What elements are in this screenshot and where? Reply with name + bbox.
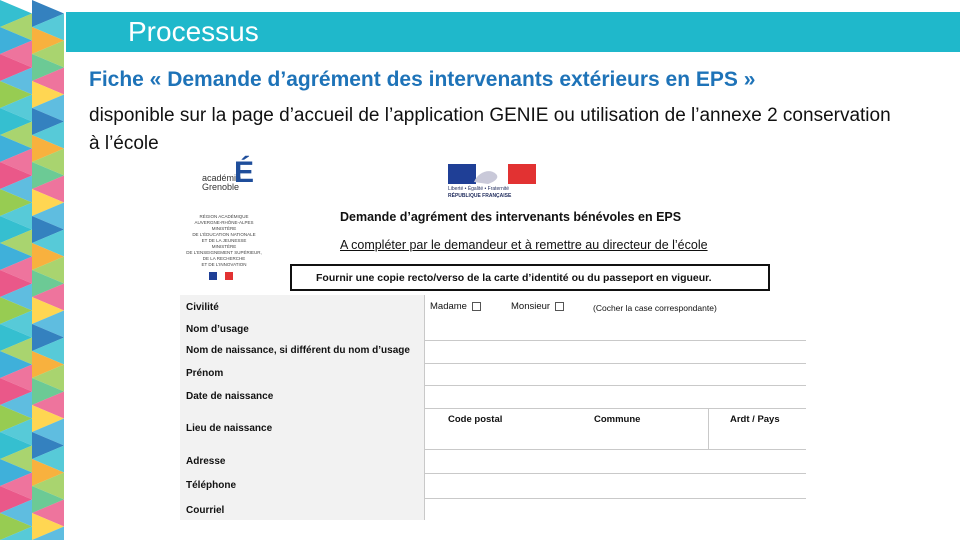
label-civilite: Civilité [186, 302, 219, 313]
ministry-line: MINISTÈRE [211, 226, 237, 231]
row-lieu-naissance [180, 408, 806, 450]
academie-city: Grenoble [202, 182, 240, 192]
ministry-line: DE L’ÉDUCATION NATIONALE [192, 232, 256, 237]
form-subtitle: A compléter par le demandeur et à remettre au directeur de l’école [340, 238, 708, 252]
ministry-line: DE L’ENSEIGNEMENT SUPÉRIEUR, [186, 250, 262, 255]
ministry-line: ET DE L’INNOVATION [201, 262, 247, 267]
column-divider [708, 408, 709, 449]
form-screenshot [178, 156, 808, 520]
ministry-line: DE LA RECHERCHE [202, 256, 246, 261]
notice-text: Fournir une copie recto/verso de la carte d’identité ou du passeport en vigueur. [316, 272, 712, 284]
label-nom-naissance: Nom de naissance, si différent du nom d’usage [186, 345, 410, 356]
monsieur-checkbox[interactable] [555, 302, 564, 311]
label-courriel: Courriel [186, 505, 225, 516]
rf-name: RÉPUBLIQUE FRANÇAISE [448, 193, 512, 199]
slide-description: disponible sur la page d’accueil de l’application GENIE ou utilisation de l’annexe 2 conservation à l’école [89, 105, 891, 154]
row-courriel [180, 498, 806, 520]
monsieur-label: Monsieur [511, 301, 551, 312]
rf-motto: Liberté • Égalité • Fraternité [448, 186, 510, 192]
label-ardt-pays: Ardt / Pays [730, 414, 780, 425]
label-nom-usage: Nom d’usage [186, 324, 249, 335]
ministry-lines [184, 214, 264, 268]
label-lieu-naissance: Lieu de naissance [186, 423, 273, 434]
notice-box [290, 264, 770, 291]
label-adresse: Adresse [186, 456, 226, 467]
academie-wordmark [202, 156, 255, 192]
row-prenom [180, 363, 806, 386]
french-flag-icon [209, 272, 233, 280]
row-adresse [180, 449, 806, 474]
row-telephone [180, 473, 806, 499]
academie-text: académie [202, 173, 242, 183]
form-grid [180, 295, 806, 520]
option-monsieur[interactable] [511, 301, 564, 312]
label-prenom: Prénom [186, 368, 224, 379]
row-nom-naissance [180, 340, 806, 364]
academie-e-letter: É [234, 156, 255, 189]
decorative-triangle-strip [0, 0, 64, 540]
ministry-line: AUVERGNE-RHÔNE-ALPES [194, 220, 254, 225]
form-title: Demande d’agrément des intervenants bénévoles en EPS [340, 210, 682, 224]
page-title: Processus [128, 16, 259, 47]
option-madame[interactable] [430, 301, 481, 312]
row-civilite-nom-usage [180, 295, 806, 341]
row-date-naissance [180, 385, 806, 409]
ministry-line: MINISTÈRE [211, 244, 237, 249]
rf-text [448, 186, 511, 200]
label-commune: Commune [594, 414, 641, 425]
label-code-postal: Code postal [448, 414, 503, 425]
academie-logo [178, 156, 268, 282]
ministry-line: RÉGION ACADÉMIQUE [199, 214, 249, 219]
label-date-naissance: Date de naissance [186, 391, 274, 402]
ministry-line: ET DE LA JEUNESSE [201, 238, 247, 243]
label-telephone: Téléphone [186, 480, 237, 491]
slide-heading: Fiche « Demande d’agrément des intervenants extérieurs en EPS » [89, 68, 756, 91]
madame-checkbox[interactable] [472, 302, 481, 311]
civilite-hint: (Cocher la case correspondante) [593, 303, 717, 313]
madame-label: Madame [430, 301, 467, 312]
